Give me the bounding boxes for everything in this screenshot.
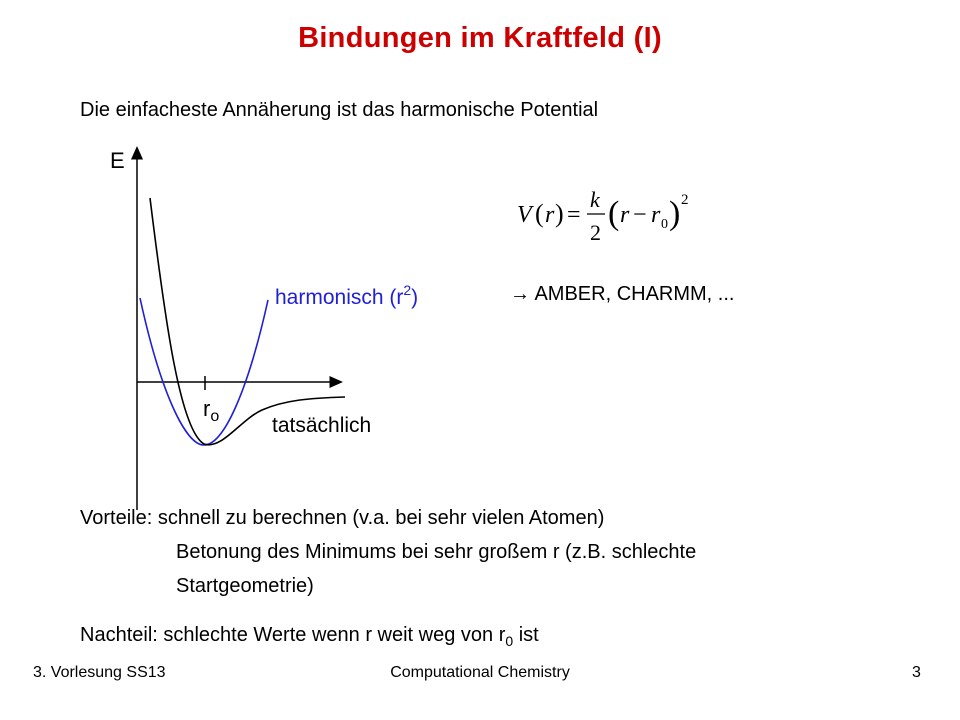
disadvantage-suffix: ist	[513, 624, 539, 646]
intro-text: Die einfacheste Annäherung ist das harmonische Potential	[80, 99, 599, 121]
eq-paren2-open: (	[608, 195, 620, 232]
footer-lecture: 3. Vorlesung SS13	[33, 664, 166, 681]
harmonic-label: harmonisch $(r^2)$	[275, 282, 419, 309]
advantages-line-1: Vorteile: schnell zu berechnen (v.a. bei sehr vielen Atomen)	[80, 507, 605, 529]
disadvantage-text: Nachteil: schlechte Werte wenn r weit weg von r	[80, 624, 506, 646]
advantages-line-2: Betonung des Minimums bei sehr großem r (z.B. schlechte	[176, 541, 697, 563]
eq-numerator: k	[590, 187, 600, 212]
r0-label: $r_o$	[203, 396, 220, 425]
advantages-line-3: Startgeometrie)	[176, 575, 314, 597]
eq-r0: r	[651, 202, 661, 228]
force-field-examples: → AMBER, CHARMM, ...	[510, 283, 735, 305]
eq-arg: r	[545, 202, 555, 228]
eq-power: 2	[681, 192, 689, 208]
y-axis-label: E	[110, 148, 125, 173]
footer-course: Computational Chemistry	[390, 664, 570, 681]
eq-lhs: V	[517, 202, 532, 228]
eq-equals: =	[567, 202, 581, 228]
harmonic-curve	[140, 298, 268, 445]
eq-paren-close: )	[555, 199, 564, 228]
harmonic-equation	[515, 180, 695, 250]
footer-page-number: 3	[912, 664, 921, 681]
eq-paren-open: (	[535, 199, 544, 228]
actual-curve	[150, 198, 345, 445]
eq-r0-sub: 0	[661, 217, 668, 232]
eq-denominator: 2	[590, 220, 601, 245]
eq-r: r	[620, 202, 630, 228]
eq-minus: −	[633, 202, 647, 228]
slide-title: Bindungen im Kraftfeld (I)	[298, 22, 662, 54]
disadvantage-sub: 0	[505, 633, 514, 649]
actual-label: tatsächlich	[272, 414, 372, 437]
eq-paren2-close: )	[669, 195, 681, 232]
disadvantage-line	[80, 624, 539, 649]
